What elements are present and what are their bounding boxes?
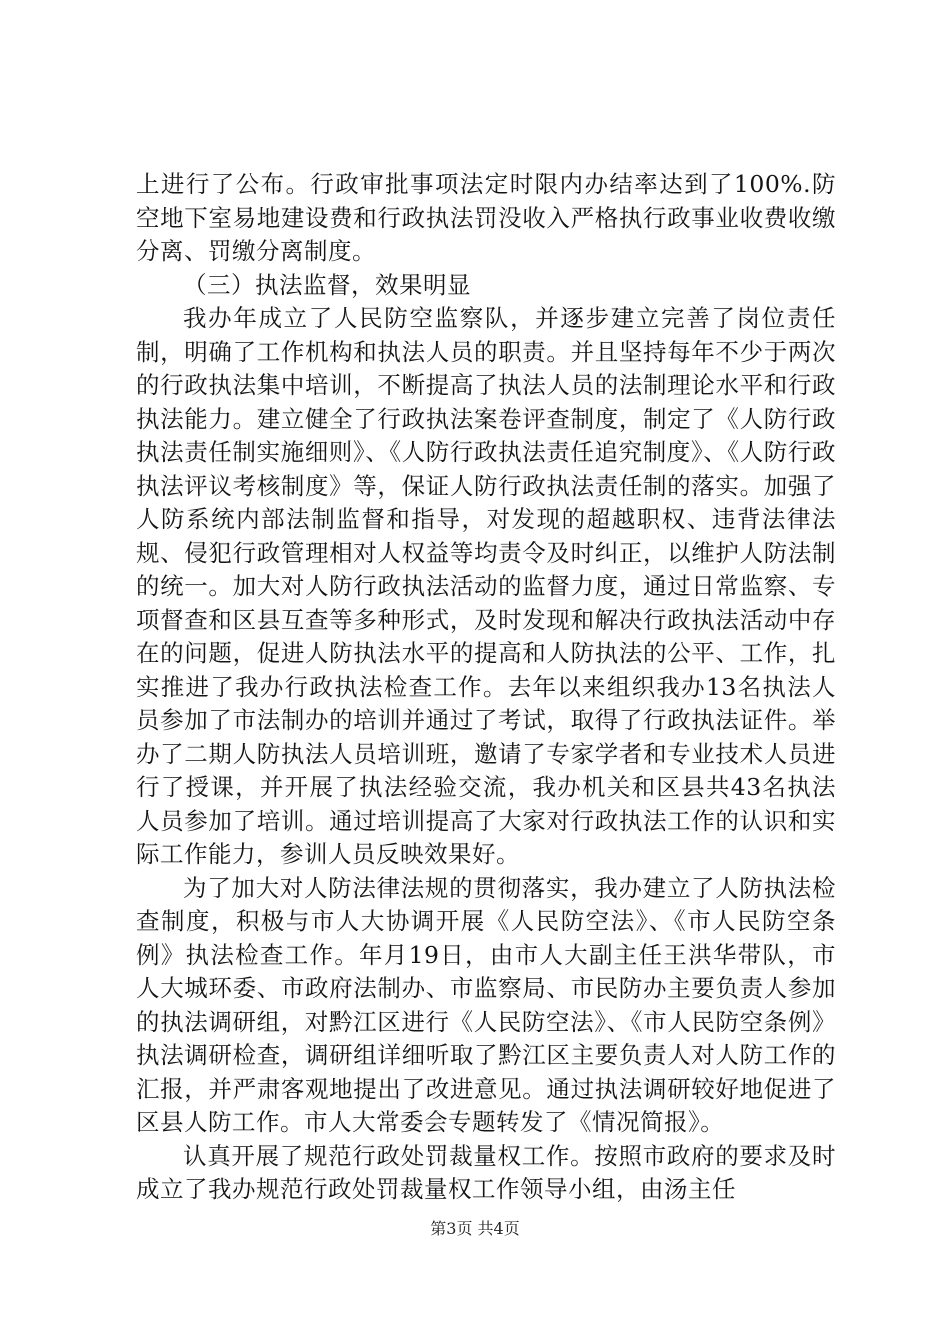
paragraph-3: 为了加大对人防法律法规的贯彻落实，我办建立了人防执法检查制度，积极与市人大协调开展《人民防空法》、《市人民防空条例》执法检查工作。年月19日，由市人大副主任王洪华带队，市人大城环委、市政府法制办、市监察局、市民防办主要负责人参加的执法调研组，对黔江区进行《人民防空法》、《市人民防空条例》执法调研检查，调研组详细听取了黔江区主要负责人对人防工作的汇报，并严肃客观地提出了改进意见。通过执法调研较好地促进了区县人防工作。市人大常委会专题转发了《情况简报》。 xyxy=(136,873,836,1136)
paragraph-4: 认真开展了规范行政处罚裁量权工作。按照市政府的要求及时成立了我办规范行政处罚裁量权工作领导小组，由汤主任 xyxy=(136,1141,836,1203)
paragraph-1: 上进行了公布。行政审批事项法定时限内办结率达到了100%.防空地下室易地建设费和行政执法罚没收入严格执行政事业收费收缴分离、罚缴分离制度。 xyxy=(136,170,836,265)
document-body xyxy=(136,168,836,1207)
page-footer: 第3页 共4页 xyxy=(430,1219,520,1238)
paragraph-2: 我办年成立了人民防空监察队，并逐步建立完善了岗位责任制，明确了工作机构和执法人员的职责。并且坚持每年不少于两次的行政执法集中培训，不断提高了执法人员的法制理论水平和行政执法能力。建立健全了行政执法案卷评查制度，制定了《人防行政执法责任制实施细则》、《人防行政执法责任追究制度》、《人防行政执法评议考核制度》等，保证人防行政执法责任制的落实。加强了人防系统内部法制监督和指导，对发现的超越职权、违背法律法规、侵犯行政管理相对人权益等均责令及时纠正，以维护人防法制的统一。加大对人防行政执法活动的监督力度，通过日常监察、专项督查和区县互查等多种形式，及时发现和解决行政执法活动中存在的问题，促进人防执法水平的提高和人防执法的公平、工作，扎实推进了我办行政执法检查工作。去年以来组织我办13名执法人员参加了市法制办的培训并通过了考试，取得了行政执法证件。举办了二期人防执法人员培训班，邀请了专家学者和专业技术人员进行了授课，并开展了执法经验交流，我办机关和区县共43名执法人员参加了培训。通过培训提高了大家对行政执法工作的认识和实际工作能力，参训人员反映效果好。 xyxy=(136,304,836,868)
section-heading: （三）执法监督，效果明显 xyxy=(183,270,471,299)
